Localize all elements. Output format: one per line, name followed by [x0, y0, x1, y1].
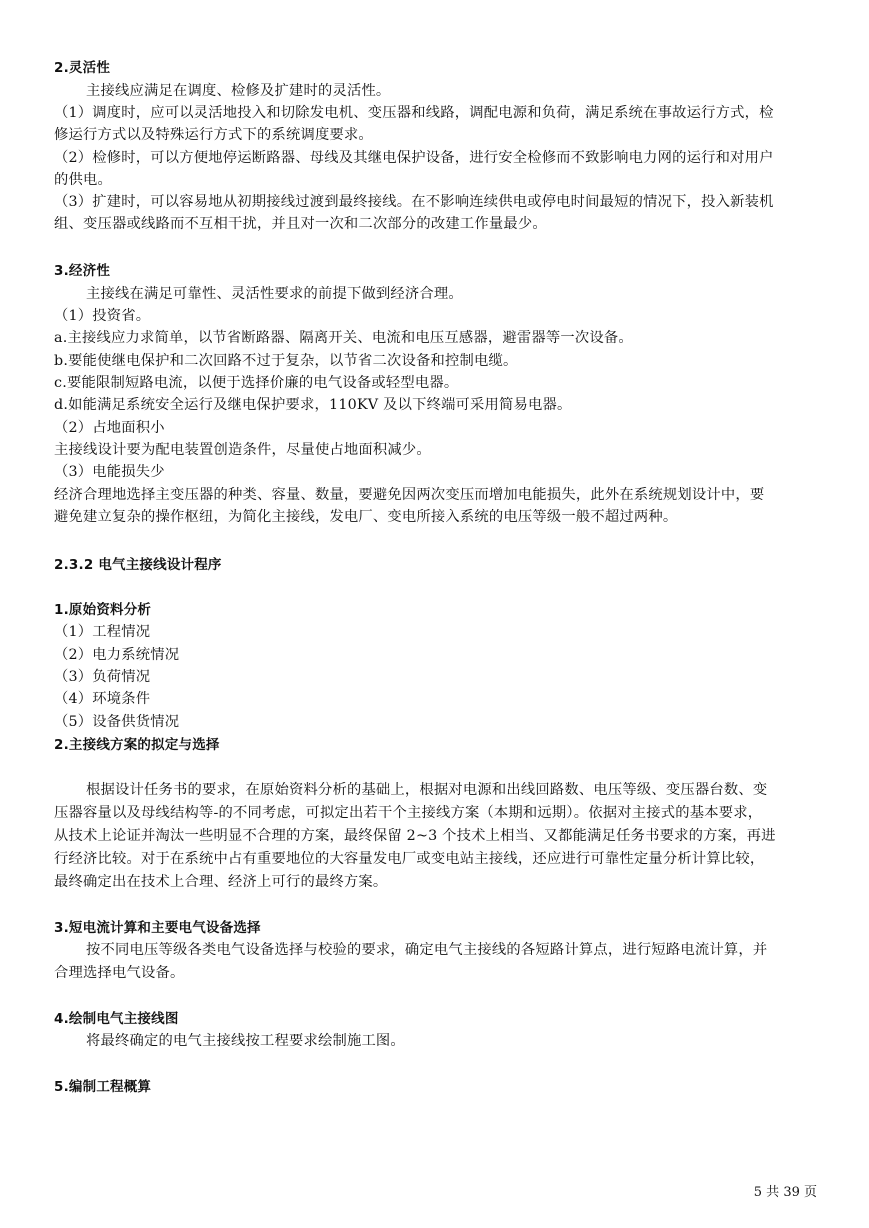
paragraph-line: 合理选择电气设备。 — [54, 965, 185, 981]
list-item: （2）电力系统情况 — [54, 647, 180, 663]
paragraph-line: 的供电。 — [54, 172, 112, 188]
paragraph-line: （1）调度时，应可以灵活地投入和切除发电机、变压器和线路，调配电源和负荷，满足系统在事故运行方式，检 — [54, 105, 774, 121]
paragraph-line: 根据设计任务书的要求，在原始资料分析的基础上，根据对电源和出线回路数、电压等级、变压器台数、变 — [86, 782, 768, 798]
paragraph-line: 将最终确定的电气主接线按工程要求绘制施工图。 — [86, 1033, 405, 1049]
list-item: b.要能使继电保护和二次回路不过于复杂，以节省二次设备和控制电缆。 — [54, 353, 518, 369]
paragraph-line: 最终确定出在技术上合理、经济上可行的最终方案。 — [54, 874, 388, 890]
paragraph-line: 主接线设计要为配电装置创造条件，尽量使占地面积减少。 — [54, 442, 431, 458]
paragraph-line: 主接线应满足在调度、检修及扩建时的灵活性。 — [86, 83, 391, 99]
list-item: c.要能限制短路电流，以便于选择价廉的电气设备或轻型电器。 — [54, 375, 459, 391]
section-heading-flexibility: 2.灵活性 — [54, 60, 111, 76]
paragraph-line: 压器容量以及母线结构等-的不同考虑，可拟定出若干个主接线方案（本期和远期）。依据对主接式的基本要求， — [54, 805, 763, 821]
paragraph-line: 行经济比较。对于在系统中占有重要地位的大容量发电厂或变电站主接线，还应进行可靠性定量分析计算比较， — [54, 851, 765, 867]
list-item: （2）占地面积小 — [54, 420, 165, 436]
page-number: 5 共 39 页 — [753, 1185, 817, 1200]
paragraph-line: 主接线在满足可靠性、灵活性要求的前提下做到经济合理。 — [86, 286, 463, 302]
step-heading-4: 4.绘制电气主接线图 — [54, 1011, 179, 1027]
paragraph-line: 从技术上论证并淘汰一些明显不合理的方案，最终保留 2~3 个技术上相当、又都能满足任务书要求的方案，再进 — [54, 828, 776, 844]
subsection-heading: 2.3.2 电气主接线设计程序 — [54, 557, 222, 573]
list-item: （1）工程情况 — [54, 624, 151, 640]
paragraph-line: 经济合理地选择主变压器的种类、容量、数量，要避免因两次变压而增加电能损失，此外在系统规划设计中，要 — [54, 487, 765, 503]
list-item: （1）投资省。 — [54, 308, 151, 324]
list-item: a.主接线应力求简单，以节省断路器、隔离开关、电流和电压互感器，避雷器等一次设备。 — [54, 330, 633, 346]
paragraph-line: 按不同电压等级各类电气设备选择与校验的要求，确定电气主接线的各短路计算点，进行短路电流计算，并 — [86, 942, 768, 958]
paragraph-line: 组、变压器或线路而不互相干扰，并且对一次和二次部分的改建工作量最少。 — [54, 216, 547, 232]
list-item: （5）设备供货情况 — [54, 714, 180, 730]
paragraph-line: 避免建立复杂的操作枢纽，为简化主接线，发电厂、变电所接入系统的电压等级一般不超过两种。 — [54, 509, 678, 525]
list-item: （4）环境条件 — [54, 691, 151, 707]
list-item: （3）负荷情况 — [54, 669, 151, 685]
step-heading-5: 5.编制工程概算 — [54, 1079, 152, 1095]
section-heading-economy: 3.经济性 — [54, 263, 111, 279]
step-heading-2: 2.主接线方案的拟定与选择 — [54, 737, 220, 753]
step-heading-1: 1.原始资料分析 — [54, 602, 152, 618]
paragraph-line: （3）扩建时，可以容易地从初期接线过渡到最终接线。在不影响连续供电或停电时间最短的情况下，投入新装机 — [54, 194, 774, 210]
paragraph-line: 修运行方式以及特殊运行方式下的系统调度要求。 — [54, 127, 373, 143]
paragraph-line: （2）检修时，可以方便地停运断路器、母线及其继电保护设备，进行安全检修而不致影响电力网的运行和对用户 — [54, 150, 774, 166]
step-heading-3: 3.短电流计算和主要电气设备选择 — [54, 920, 261, 936]
list-item: （3）电能损失少 — [54, 464, 165, 480]
list-item: d.如能满足系统安全运行及继电保护要求，110KV 及以下终端可采用简易电器。 — [54, 397, 572, 413]
